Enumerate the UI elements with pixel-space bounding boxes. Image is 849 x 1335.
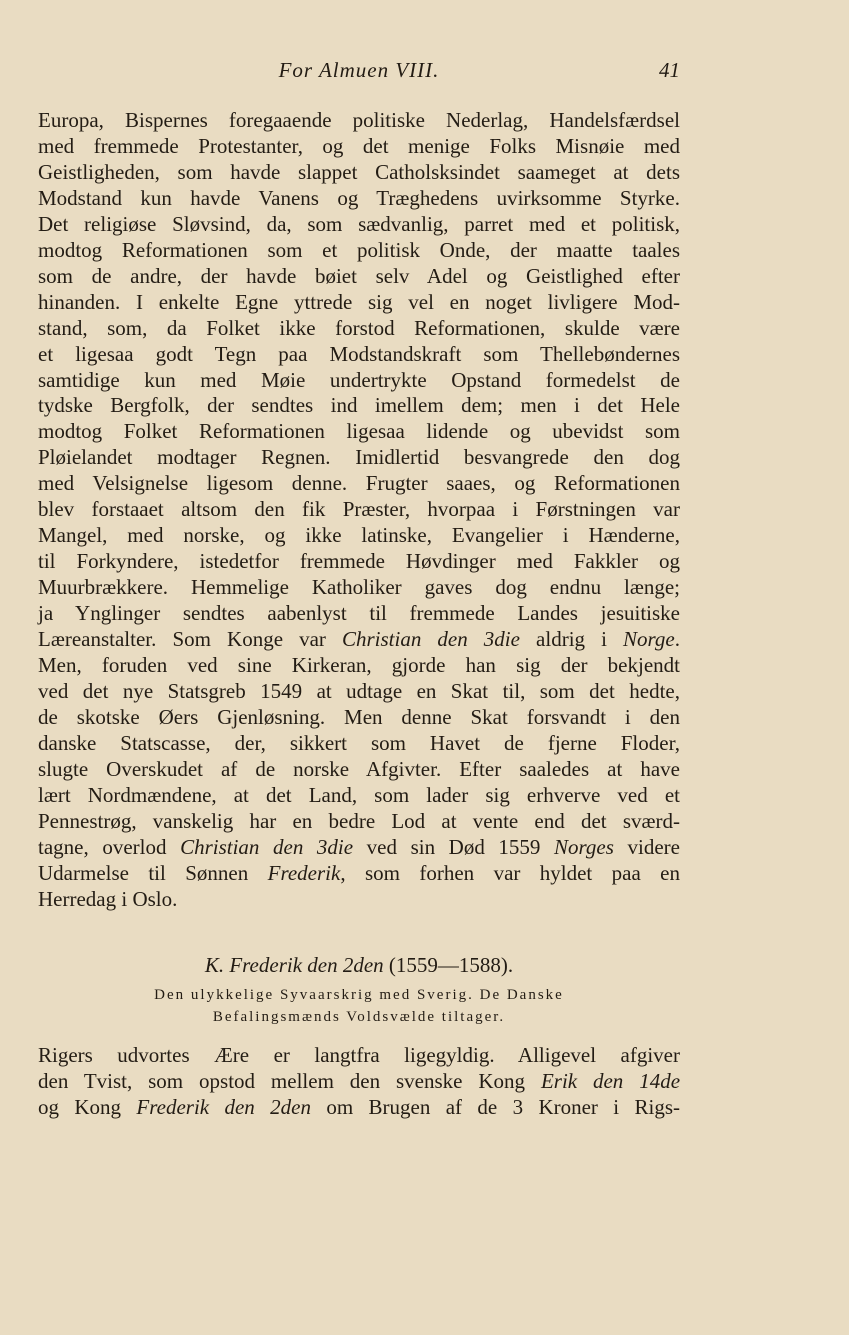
- text-segment: som de andre, der havde bøiet selv Adel og Geistlighed efter: [38, 263, 680, 288]
- text-line: [38, 393, 680, 419]
- text-segment: tagne, overlod: [38, 834, 181, 859]
- text-segment: Men, foruden ved sine Kirkeran, gjorde han sig der bekjendt: [38, 653, 680, 678]
- body-paragraph-2: [38, 1043, 680, 1121]
- text-line: [38, 238, 680, 264]
- text-line: [38, 835, 680, 861]
- italic-text: Erik den 14de: [540, 1068, 681, 1093]
- section-heading-name: K. Frederik den 2den: [204, 953, 384, 977]
- section-subtitle: [38, 984, 680, 1028]
- text-line: [38, 342, 680, 368]
- text-line: [38, 1095, 680, 1121]
- text-segment: den Tvist, som opstod mellem den svenske Kong: [38, 1068, 541, 1093]
- text-line: [38, 419, 680, 445]
- text-segment: Pløielandet modtager Regnen. Imidlertid besvangrede den dog: [38, 445, 680, 470]
- text-segment: med fremmede Protestanter, og det menige Folks Misnøie med: [38, 133, 680, 158]
- text-segment: stand, som, da Folket ikke forstod Reformationen, skulde være: [38, 315, 680, 340]
- italic-text: Norges: [554, 834, 614, 859]
- text-line: [38, 575, 680, 601]
- text-segment: videre: [613, 834, 680, 859]
- text-segment: blev forstaaet altsom den fik Præster, hvorpaa i Førstningen var: [38, 497, 680, 522]
- text-line: [38, 601, 680, 627]
- text-segment: Det religiøse Sløvsind, da, som sædvanlig, parret med et politisk,: [38, 211, 680, 236]
- text-line: [38, 290, 680, 316]
- running-title: For Almuen VIII.: [278, 58, 440, 82]
- text-line: [38, 887, 680, 913]
- text-line: [38, 186, 680, 212]
- text-line: [38, 1043, 680, 1069]
- text-line: [38, 264, 680, 290]
- text-segment: Muurbrækkere. Hemmelige Katholiker gaves dog endnu længe;: [38, 575, 680, 600]
- text-line: [38, 212, 680, 238]
- page-header: [38, 58, 680, 88]
- text-segment: ved det nye Statsgreb 1549 at udtage en Skat til, som det hedte,: [38, 678, 680, 703]
- text-line: [38, 316, 680, 342]
- text-segment: hinanden. I enkelte Egne yttrede sig vel en noget livligere Mod-: [38, 289, 680, 314]
- text-line: [38, 497, 680, 523]
- text-segment: og Kong: [38, 1094, 137, 1119]
- text-segment: med Velsignelse ligesom denne. Frugter saaes, og Reformationen: [38, 471, 680, 496]
- text-line: [38, 705, 680, 731]
- text-segment: om Brugen af de 3 Kroner i Rigs-: [310, 1094, 680, 1119]
- text-segment: et ligesaa godt Tegn paa Modstandskraft som Thellebøndernes: [38, 341, 680, 366]
- section-subtitle-line-1: Den ulykkelige Syvaarskrig med Sverig. De Danske: [154, 987, 564, 1003]
- text-line: [38, 809, 680, 835]
- text-segment: modtog Folket Reformationen ligesaa lidende og ubevidst som: [38, 419, 680, 444]
- text-line: [38, 627, 680, 653]
- text-line: [38, 679, 680, 705]
- text-segment: Læreanstalter. Som Konge var: [38, 627, 342, 652]
- italic-text: Frederik: [267, 860, 341, 885]
- section-block: [38, 950, 680, 1028]
- text-line: [38, 471, 680, 497]
- text-segment: Geistligheden, som havde slappet Catholsksindet saameget at dets: [38, 159, 680, 184]
- text-segment: tydske Bergfolk, der sendtes ind imellem dem; men i det Hele: [38, 393, 680, 418]
- text-segment: ja Ynglinger sendtes aabenlyst til fremmede Landes jesuitiske: [38, 601, 680, 626]
- text-line: [38, 783, 680, 809]
- text-segment: slugte Overskudet af de norske Afgivter. Efter saaledes at have: [38, 756, 680, 781]
- text-segment: , som forhen var hyldet paa en: [340, 860, 680, 885]
- section-heading: [38, 950, 680, 980]
- text-segment: .: [674, 627, 680, 652]
- body-paragraph-1: [38, 108, 680, 913]
- text-segment: aldrig i: [519, 627, 624, 652]
- text-line: [38, 757, 680, 783]
- text-line: [38, 134, 680, 160]
- italic-text: Frederik den 2den: [136, 1094, 311, 1119]
- text-segment: danske Statscasse, der, sikkert som Havet de fjerne Floder,: [38, 730, 680, 755]
- text-segment: Mangel, med norske, og ikke latinske, Evangelier i Hænderne,: [38, 523, 680, 548]
- italic-text: Norge: [623, 627, 675, 652]
- text-line: [38, 1069, 680, 1095]
- text-segment: lært Nordmændene, at det Land, som lader sig erhverve ved et: [38, 782, 680, 807]
- text-line: [38, 731, 680, 757]
- italic-text: Christian den 3die: [341, 627, 520, 652]
- text-segment: Udarmelse til Sønnen: [38, 860, 268, 885]
- text-segment: Pennestrøg, vanskelig har en bedre Lod at vente end det sværd-: [38, 808, 680, 833]
- text-segment: til Forkyndere, istedetfor fremmede Høvdinger med Fakkler og: [38, 549, 680, 574]
- page-number: 41: [659, 58, 680, 82]
- italic-text: Christian den 3die: [180, 834, 354, 859]
- section-subtitle-line-2: Befalingsmænds Voldsvælde tiltager.: [212, 1009, 506, 1025]
- text-segment: Herredag i Oslo.: [38, 886, 178, 911]
- text-line: [38, 108, 680, 134]
- text-line: [38, 523, 680, 549]
- text-line: [38, 549, 680, 575]
- text-line: [38, 368, 680, 394]
- text-line: [38, 160, 680, 186]
- text-line: [38, 653, 680, 679]
- text-segment: modtog Reformationen som et politisk Onde, der maatte taales: [38, 237, 680, 262]
- section-heading-years: (1559—1588).: [383, 953, 514, 977]
- text-segment: de skotske Øers Gjenløsning. Men denne Skat forsvandt i den: [38, 704, 680, 729]
- text-line: [38, 861, 680, 887]
- text-segment: ved sin Død 1559: [353, 834, 555, 859]
- text-segment: Modstand kun havde Vanens og Træghedens uvirksomme Styrke.: [38, 185, 680, 210]
- text-line: [38, 445, 680, 471]
- text-segment: samtidige kun med Møie undertrykte Opstand formedelst de: [38, 367, 680, 392]
- text-segment: Rigers udvortes Ære er langtfra ligegyldig. Alligevel afgiver: [38, 1043, 680, 1067]
- text-segment: Europa, Bispernes foregaaende politiske Nederlag, Handelsfærdsel: [38, 108, 680, 132]
